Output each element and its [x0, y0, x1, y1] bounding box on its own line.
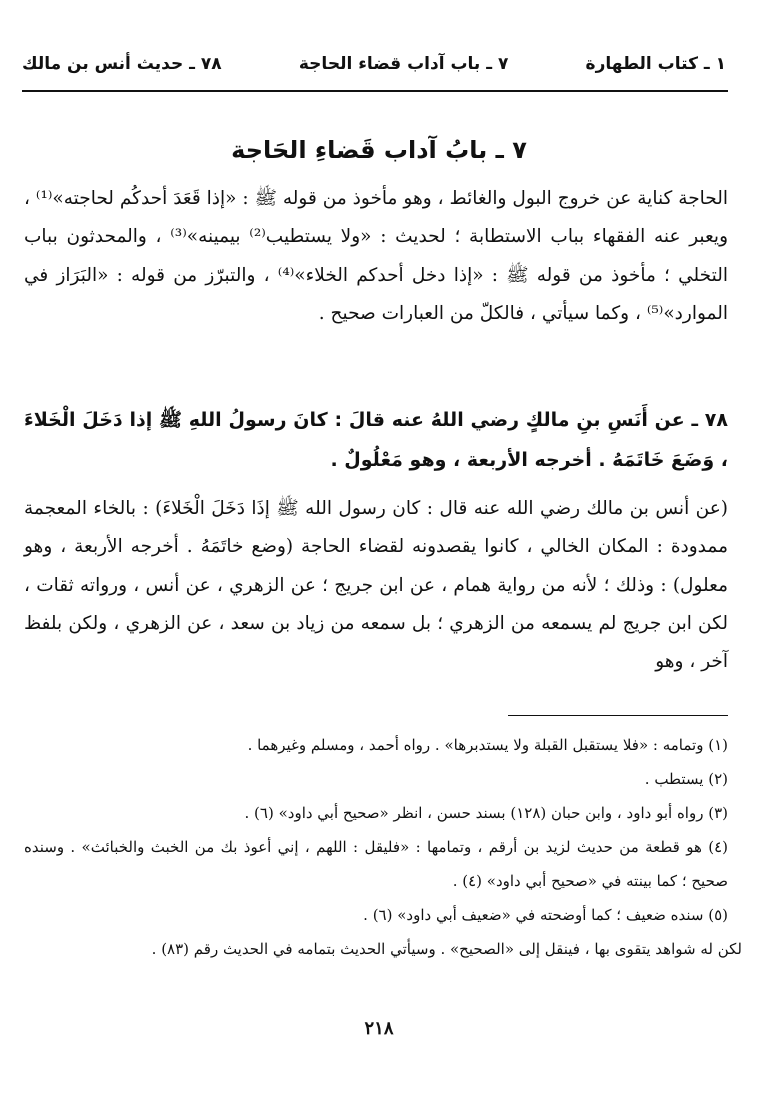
- footnote-3: (٣) رواه أبو داود ، وابن حبان (١٢٨) بسند حسن ، انظر «صحيح أبي داود» (٦) .: [244, 804, 728, 822]
- chapter-title: ٧ ـ بابُ آداب قَضاءِ الحَاجة: [231, 136, 527, 164]
- footnote-4: (٤) هو قطعة من حديث لزيد بن أرقم ، وتمامها : «فليقل : اللهم ، إني أعوذ بك من الخبث والخبائث» . وسنده صحيح ؛ كما بينته في «صحيح أبي داود» (٤) .: [24, 838, 728, 890]
- commentary-paragraph: (عن أنس بن مالك رضي الله عنه قال : كان رسول الله ﷺ إذَا دَخَلَ الْخَلاءَ) : بالخاء المعجمة ممدودة : المكان الخالي ، كانوا يقصدونه لقضاء الحاجة (وضع خاتَمَهُ . أخرجه الأربعة ، وهو معلول) : وذلك ؛ لأنه من رواية همام ، عن ابن جريج ؛ عن الزهري ، عن أنس ، ورواته ثقات ، لكن ابن جريج لم يسمعه من الزهري ؛ بل سمعه من زياد بن سعد ، عن الزهري ، ولكن بلفظ آخر ، وهو: [24, 498, 728, 673]
- header-chapter-title: ٧ ـ باب آداب قضاء الحاجة: [298, 54, 509, 74]
- header-divider: [22, 90, 728, 92]
- header-book-title: ١ ـ كتاب الطهارة: [585, 54, 726, 74]
- hadith-paragraph: ٧٨ ـ عن أَنَسِ بنِ مالكٍ رضي اللهُ عنه قالَ : كانَ رسولُ اللهِ ﷺ إذا دَخَلَ الْخَلاءَ ، وَضَعَ خَاتَمَهُ . أخرجه الأربعة ، وهو مَعْلُولٌ .: [24, 409, 728, 471]
- running-header: [22, 44, 726, 84]
- header-hadith-title: ٧٨ ـ حديث أنس بن مالك: [22, 54, 222, 74]
- footnotes: [24, 728, 742, 966]
- footnote-divider: [508, 715, 728, 716]
- footnote-2: (٢) يستطب .: [644, 770, 728, 788]
- footnote-1: (١) وتمامه : «فلا يستقبل القبلة ولا يستدبرها» . رواه أحمد ، ومسلم وغيرهما .: [247, 736, 728, 754]
- page-number: ٢١٨: [364, 1018, 394, 1039]
- footnote-5: (٥) سنده ضعيف ؛ كما أوضحته في «ضعيف أبي داود» (٦) .: [363, 906, 728, 924]
- intro-paragraph: الحاجة كناية عن خروج البول والغائط ، وهو مأخوذ من قوله ﷺ : «إذا قَعَدَ أحدكُم لحاجته»⁽¹⁾ ، ويعبر عنه الفقهاء بباب الاستطابة ؛ لحديث : «ولا يستطيب⁽²⁾ بيمينه»⁽³⁾ ، والمحدثون بباب التخلي ؛ مأخوذ من قوله ﷺ : «إذا دخل أحدكم الخلاء»⁽⁴⁾ ، والتبرّز من قوله : «البَرَاز في الموارد»⁽⁵⁾ ، وكما سيأتي ، فالكلّ من العبارات صحيح .: [24, 188, 729, 324]
- footnote-5-continuation: لكن له شواهد يتقوى بها ، فينقل إلى «الصحيح» . وسيأتي الحديث بتمامه في الحديث رقم (٨٣) .: [151, 940, 742, 958]
